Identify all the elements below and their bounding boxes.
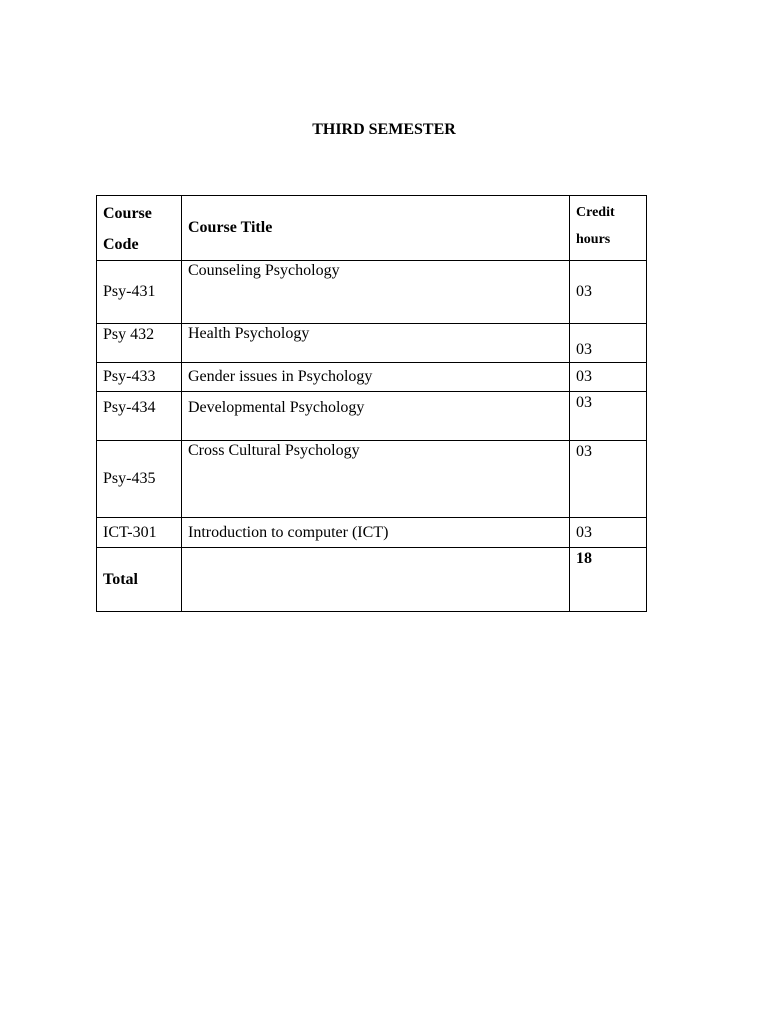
total-label: Total [97, 548, 182, 612]
header-credit-line2: hours [576, 232, 611, 247]
course-table [96, 195, 647, 612]
course-title: Developmental Psychology [182, 392, 570, 441]
course-code: Psy-434 [97, 392, 182, 441]
course-code: Psy-435 [97, 441, 182, 518]
header-course-code-line2: Code [103, 236, 139, 253]
total-credit-hours: 18 [570, 548, 647, 612]
course-code: Psy-433 [97, 363, 182, 392]
total-row [97, 548, 647, 612]
credit-hours: 03 [570, 441, 647, 518]
credit-hours: 03 [570, 324, 647, 363]
header-course-code [97, 196, 182, 261]
header-credit-hours [570, 196, 647, 261]
course-code: Psy 432 [97, 324, 182, 363]
course-title: Gender issues in Psychology [182, 363, 570, 392]
credit-hours: 03 [570, 363, 647, 392]
table-row [97, 261, 647, 324]
table-row [97, 363, 647, 392]
credit-hours: 03 [570, 392, 647, 441]
table-header-row [97, 196, 647, 261]
page-title: THIRD SEMESTER [312, 121, 456, 138]
course-title: Counseling Psychology [182, 261, 570, 324]
table-row [97, 441, 647, 518]
total-title [182, 548, 570, 612]
course-title: Health Psychology [182, 324, 570, 363]
course-title: Introduction to computer (ICT) [182, 518, 570, 548]
course-code: ICT-301 [97, 518, 182, 548]
table-row [97, 518, 647, 548]
table-row [97, 392, 647, 441]
header-course-title: Course Title [182, 196, 570, 261]
header-credit-line1: Credit [576, 205, 615, 220]
credit-hours: 03 [570, 518, 647, 548]
course-title: Cross Cultural Psychology [182, 441, 570, 518]
table-row [97, 324, 647, 363]
course-code: Psy-431 [97, 261, 182, 324]
header-course-code-line1: Course [103, 205, 152, 222]
credit-hours: 03 [570, 261, 647, 324]
